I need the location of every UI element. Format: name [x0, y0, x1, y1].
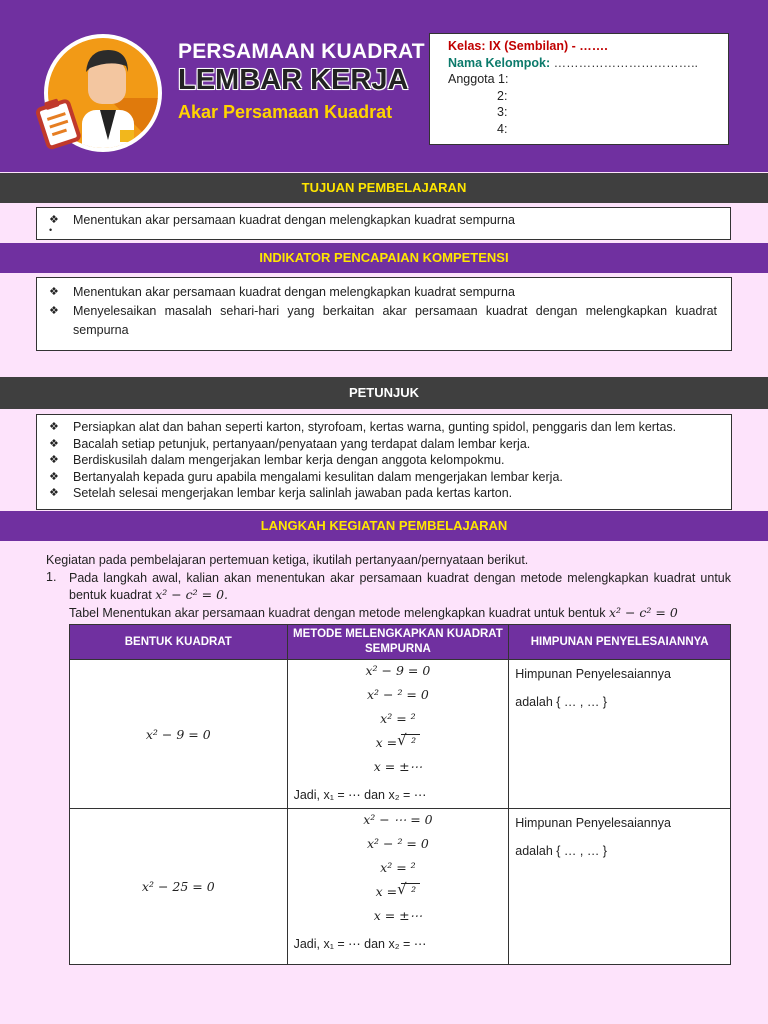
method-step[interactable]: x² − ⋯ = 0 — [363, 812, 433, 827]
kelompok-row — [448, 55, 710, 72]
himpunan-cell[interactable] — [509, 809, 731, 965]
jadi-line[interactable]: Jadi, x₁ = ⋯ dan x₂ = ⋯ — [293, 788, 427, 802]
method-step[interactable]: x = ±⋯ — [373, 908, 423, 923]
column-header: BENTUK KUADRAT — [70, 625, 288, 660]
langkah-intro: Kegiatan pada pembelajaran pertemuan ketiga, ikutilah pertanyaan/pernyataan berikut. — [46, 553, 529, 567]
indikator-heading: INDIKATOR PENCAPAIAN KOMPETENSI — [0, 243, 768, 273]
list-item: ❖ Bacalah setiap petunjuk, pertanyaan/penyataan yang terdapat dalam lembar kerja. — [37, 436, 731, 453]
method-step[interactable]: x² = ² — [380, 860, 416, 875]
himpunan-cell[interactable] — [509, 660, 731, 809]
kelas-field[interactable]: ……. — [575, 39, 608, 53]
tujuan-box — [36, 207, 731, 240]
step-text-body: Pada langkah awal, kalian akan menentukan akar persamaan kuadrat dengan metode melengkapkan kuadrat untuk bentuk kuadrat — [69, 571, 731, 602]
himpunan-label: Himpunan Penyelesaiannya — [515, 816, 671, 830]
method-step-sqrt[interactable] — [288, 881, 509, 905]
sqrt-body[interactable]: ² — [411, 735, 417, 750]
method-step[interactable]: x² = ² — [380, 711, 416, 726]
anggota-1[interactable]: Anggota 1: — [448, 72, 509, 86]
himpunan-answer[interactable]: adalah { … , … } — [515, 695, 607, 709]
method-step: x² − 9 = 0 — [365, 663, 431, 678]
table-row — [70, 660, 731, 809]
worksheet-title: LEMBAR KERJA — [178, 64, 409, 96]
list-item: ❖ Bertanyalah kepada guru apabila mengalami kesulitan dalam mengerjakan lembar kerja. — [37, 469, 731, 486]
table-caption-text: Tabel Menentukan akar persamaan kuadrat dengan metode melengkapkan kuadrat untuk bentuk — [69, 606, 606, 620]
method-table — [69, 624, 731, 965]
petunjuk-box — [36, 414, 732, 510]
tujuan-heading: TUJUAN PEMBELAJARAN — [0, 173, 768, 203]
worksheet-header — [0, 0, 768, 172]
bentuk-math: x² − 25 = 0 — [141, 879, 215, 894]
worksheet-subtitle: Akar Persamaan Kuadrat — [178, 102, 393, 122]
bentuk-cell — [70, 660, 288, 809]
sqrt-symbol — [401, 734, 420, 751]
sqrt-body[interactable]: ² — [411, 884, 417, 899]
indikator-box — [36, 277, 732, 351]
clipboard-icon — [36, 96, 82, 150]
sqrt-lhs: x = — [375, 884, 402, 899]
table-caption — [69, 605, 731, 622]
list-item: ❖ Menentukan akar persamaan kuadrat dengan melengkapkan kuadrat sempurna — [37, 283, 717, 302]
topic-title: PERSAMAAN KUADRAT — [178, 40, 425, 63]
step-text — [69, 570, 731, 603]
step-math: x² − c² = 0. — [155, 586, 229, 602]
sqrt-symbol — [401, 883, 420, 900]
method-cell[interactable] — [287, 660, 509, 809]
anggota-2[interactable]: 2: — [497, 88, 508, 103]
list-item: ❖ Menyelesaikan masalah sehari-hari yang berkaitan akar persamaan kuadrat dengan melengkapkan kuadrat sempurna — [37, 302, 717, 340]
kelas-label: Kelas: IX (Sembilan) - — [448, 39, 576, 53]
jadi-line[interactable]: Jadi, x₁ = ⋯ dan x₂ = ⋯ — [293, 937, 427, 951]
list-item: ❖ Setelah selesai mengerjakan lembar kerja salinlah jawaban pada kertas karton. — [37, 485, 731, 502]
method-step[interactable]: x = ±⋯ — [373, 759, 423, 774]
list-item: ❖ Berdiskusilah dalam mengerjakan lembar kerja dengan anggota kelompokmu. — [37, 452, 731, 469]
petunjuk-heading: PETUNJUK — [0, 377, 768, 409]
column-header: METODE MELENGKAPKAN KUADRAT SEMPURNA — [287, 625, 509, 660]
himpunan-answer[interactable]: adalah { … , … } — [515, 844, 607, 858]
step-number: 1. — [46, 570, 57, 584]
table-caption-math: x² − c² = 0 — [608, 605, 678, 620]
method-cell[interactable] — [287, 809, 509, 965]
method-step-sqrt[interactable] — [288, 732, 509, 756]
langkah-heading: LANGKAH KEGIATAN PEMBELAJARAN — [0, 511, 768, 541]
method-step[interactable]: x² − ² = 0 — [366, 687, 429, 702]
identity-box — [429, 33, 729, 145]
himpunan-label: Himpunan Penyelesaiannya — [515, 667, 671, 681]
anggota-3[interactable]: 3: — [497, 105, 508, 119]
kelompok-label: Nama Kelompok: — [448, 55, 551, 70]
kelas-row — [448, 38, 710, 55]
list-item: ❖ Menentukan akar persamaan kuadrat dengan melengkapkan kuadrat sempurna — [37, 212, 730, 229]
list-item: ❖ Persiapkan alat dan bahan seperti karton, styrofoam, kertas warna, gunting spidol, penggaris dan lem kertas. — [37, 419, 731, 436]
column-header: HIMPUNAN PENYELESAIANNYA — [509, 625, 731, 660]
anggota-4[interactable]: 4: — [497, 121, 508, 136]
table-row — [70, 809, 731, 965]
kelompok-field[interactable]: …………………………….. — [550, 55, 699, 70]
method-step[interactable]: x² − ² = 0 — [366, 836, 429, 851]
bentuk-math: x² − 9 = 0 — [145, 726, 211, 742]
bentuk-cell — [70, 809, 288, 965]
sqrt-lhs: x = — [375, 735, 402, 750]
